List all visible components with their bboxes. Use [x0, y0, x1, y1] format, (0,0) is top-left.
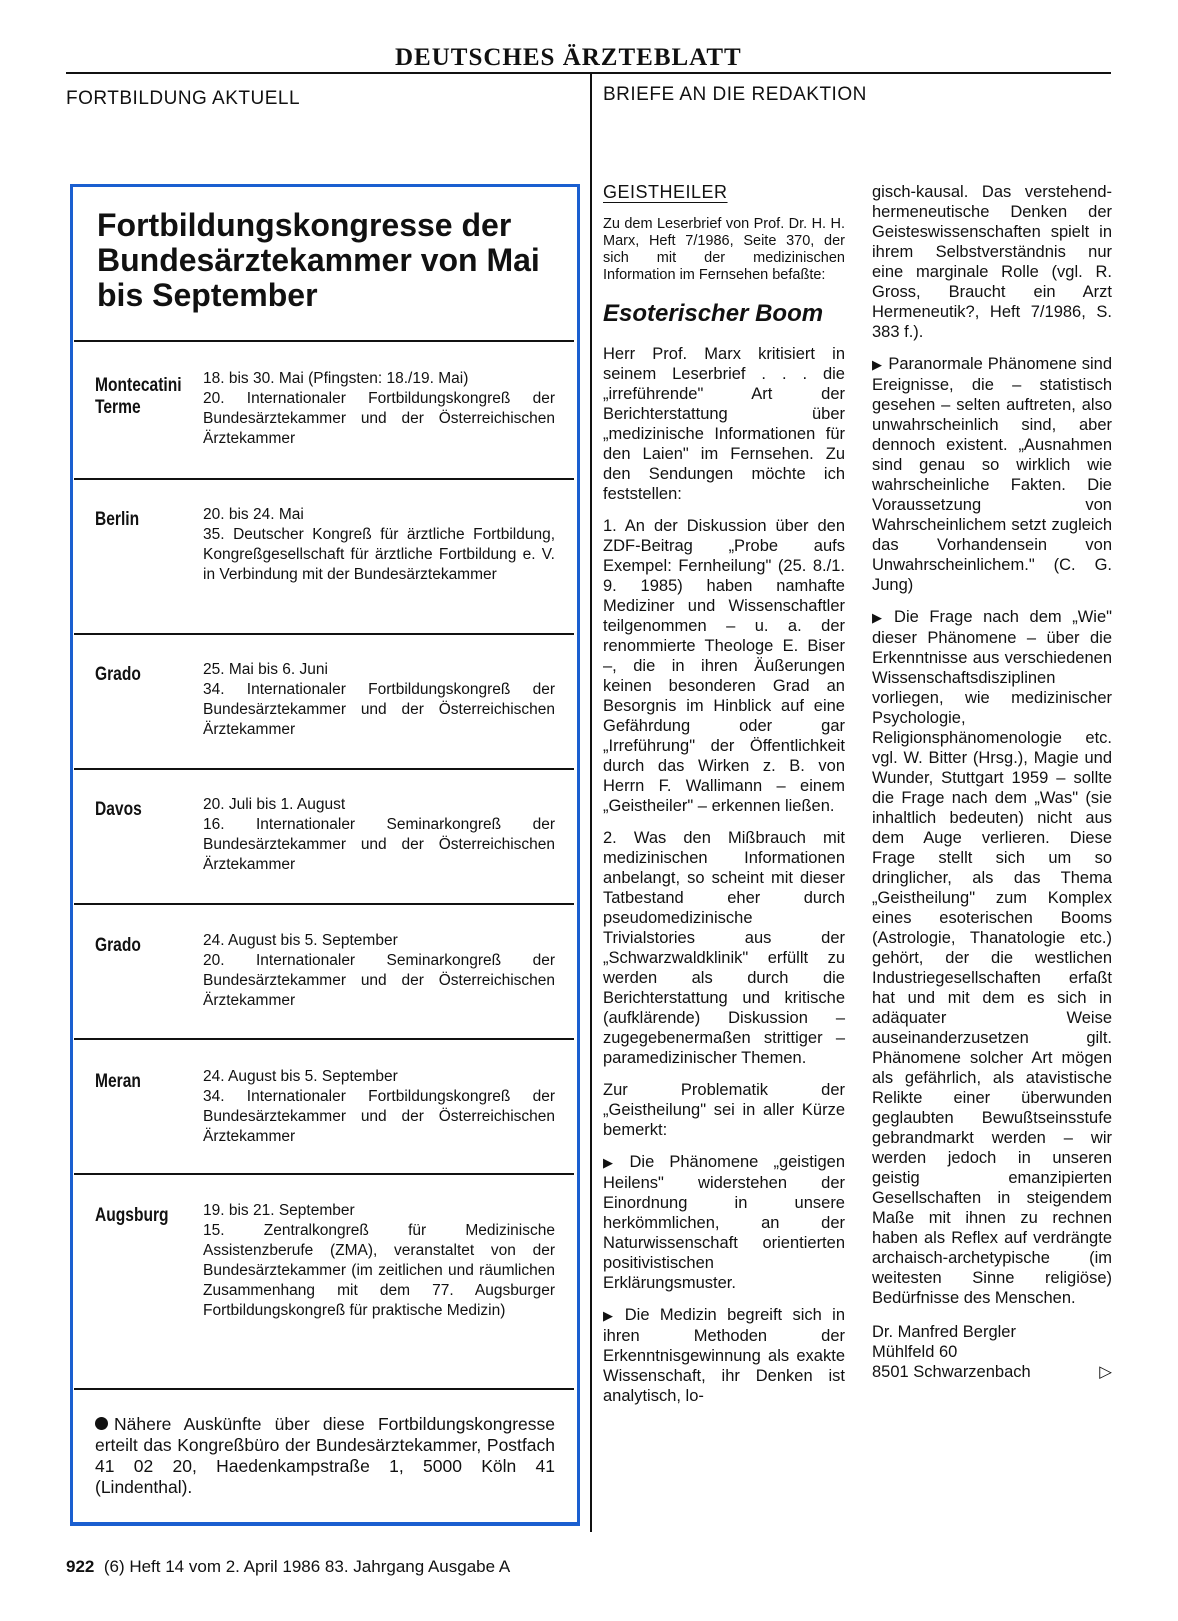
event-place: Augsburg [95, 1205, 169, 1226]
event-text [203, 369, 555, 449]
section-label-left: FORTBILDUNG AKTUELL [66, 88, 301, 109]
box-title: Fortbildungskongresse der Bundesärztekammer von Mai bis September [97, 207, 540, 313]
triangle-bullet-icon: ▶ [603, 1155, 624, 1170]
letter-paragraph: 1. An der Diskussion über den ZDF-Beitrag „Probe aufs Exempel: Fernheilung" (25. 8./1. 9. 1985) haben namhafte Mediziner und Wissenschaftler teilgenommen – u. a. der renommierte Theologe E. Biser –, die in ihren Äußerungen keinen besonderen Grad an Besorgnis im Hinblick auf eine Gefährdung oder gar „Irreführung" der Öffentlichkeit durch das Wirken z. B. von Herrn F. Wallimann – einem „Geistheiler" – erkennen ließen. [603, 517, 845, 815]
event-text [203, 660, 555, 740]
event-date: 18. bis 30. Mai (Pfingsten: 18./19. Mai) [203, 370, 469, 387]
event-text [203, 795, 555, 875]
letter-column-1 [603, 182, 845, 1418]
event-place: Grado [95, 664, 141, 685]
box-divider [74, 1173, 574, 1175]
masthead: DEUTSCHES ÄRZTEBLATT [395, 44, 742, 71]
event-description: 35. Deutscher Kongreß für ärztliche Fortbildung, Kongreßgesellschaft für ärztliche Fortbildung e. V. in Verbindung mit der Bundesärztekammer [203, 526, 555, 583]
column-divider [590, 72, 592, 1532]
paragraph-text: Die Frage nach dem „Wie" dieser Phänomene – über die Erkenntnisse aus verschiedenen Wissenschaftsdisziplinen vorliegen, wie medizinischer Psychologie, Religionsphänomenologie etc. vgl. W. Bitter (Hrsg.), Magie und Wunder, Stuttgart 1959 – sollte die Frage nach dem „Was" (sie inhaltlich bedeuten) nicht aus dem Auge verlieren. Diese Frage stellt sich um so dringlicher, als das Thema „Geistheilung" zum Komplex eines esoterischen Booms (Astrologie, Thanatologie etc.) gehört, der die westlichen Industriegesellschaften erfaßt hat und mit dem es sich in adäquater Weise auseinanderzusetzen gilt. Phänomene solcher Art mögen als gefährlich, als atavistische Relikte einer überwunden geglaubten Bewußtseinsstufe gebrandmarkt werden – wir werden jedoch in unseren geistig emanzipierten Gesellschaften in steigendem Maße mit ihnen zu rechnen haben als Reflex auf verdrängte archaisch-archetypische (im weitesten Sinne religiöse) Bedürfnisse des Menschen. [872, 608, 1112, 1307]
event-text [203, 505, 555, 585]
letter-intro: Zu dem Leserbrief von Prof. Dr. H. H. Marx, Heft 7/1986, Seite 370, der sich mit der medizinischen Information im Fernsehen befaßte: [603, 216, 845, 283]
event-date: 19. bis 21. September [203, 1202, 355, 1219]
event-place: Grado [95, 935, 141, 956]
box-divider [74, 633, 574, 635]
letter-paragraph [603, 1305, 845, 1406]
box-divider [74, 1388, 574, 1390]
event-place: Davos [95, 799, 142, 820]
issue-info: (6) Heft 14 vom 2. April 1986 83. Jahrgang Ausgabe A [103, 1557, 511, 1576]
box-footer-note [95, 1414, 555, 1498]
signature [872, 1322, 1112, 1382]
letter-headline: Esoterischer Boom [603, 300, 824, 327]
signature-city-line [872, 1362, 1112, 1382]
event-place: Berlin [95, 509, 140, 530]
signature-name: Dr. Manfred Bergler [872, 1323, 1016, 1341]
event-description: 34. Internationaler Fortbildungskongreß der Bundesärztekammer und der Österreichischen Ärztekammer [203, 681, 555, 738]
letter-paragraph: Herr Prof. Marx kritisiert in seinem Leserbrief . . . die „irreführende" Art der Berichterstattung über „medizinische Informationen für den Laien" im Fernsehen. Zu den Sendungen möchte ich feststellen: [603, 345, 845, 503]
paragraph-text: Die Phänomene „geistigen Heilens" widerstehen der Einordnung in unsere herkömmlichen, an der Naturwissenschaft orientierten positivistischen Erklärungsmuster. [603, 1153, 845, 1292]
triangle-bullet-icon: ▶ [872, 357, 883, 372]
section-label-right: BRIEFE AN DIE REDAKTION [603, 84, 867, 105]
event-place: Montecatini Terme [95, 375, 182, 418]
event-date: 24. August bis 5. September [203, 932, 398, 949]
box-divider [74, 768, 574, 770]
page-footer [66, 1557, 510, 1577]
event-description: 20. Internationaler Seminarkongreß der Bundesärztekammer und der Österreichischen Ärztekammer [203, 952, 555, 1009]
box-footer-text: Nähere Auskünfte über diese Fortbildungskongresse erteilt das Kongreßbüro der Bundesärztekammer, Postfach 41 02 20, Haedenkampstraße 1, 5000 Köln 41 (Lindenthal). [95, 1414, 555, 1497]
box-divider [74, 478, 574, 480]
paragraph-text: Die Medizin begreift sich in ihren Methoden der Erkenntnisgewinnung als exakte Wissenschaft, ihr Denken ist analytisch, lo- [603, 1306, 845, 1405]
triangle-bullet-icon: ▶ [872, 610, 889, 625]
letter-paragraph [872, 354, 1112, 595]
signature-city: 8501 Schwarzenbach [872, 1363, 1031, 1381]
event-text [203, 1067, 555, 1147]
event-description: 20. Internationaler Fortbildungskongreß der Bundesärztekammer und der Österreichischen Ärztekammer [203, 390, 555, 447]
event-description: 16. Internationaler Seminarkongreß der Bundesärztekammer und der Österreichischen Ärztekammer [203, 816, 555, 873]
event-date: 24. August bis 5. September [203, 1068, 398, 1085]
bullet-icon [95, 1417, 108, 1430]
letter-paragraph [872, 607, 1112, 1308]
signature-street: Mühlfeld 60 [872, 1343, 958, 1361]
page-number: 922 [66, 1557, 95, 1576]
box-divider [74, 340, 574, 342]
letter-paragraph: Zur Problematik der „Geistheilung" sei in aller Kürze bemerkt: [603, 1081, 845, 1139]
event-description: 15. Zentralkongreß für Medizinische Assistenzberufe (ZMA), veranstaltet von der Bundesärztekammer (im zeitlichen und räumlichen Zusammenhang mit dem 77. Augsburger Fortbildungskongreß für praktische Medizin) [203, 1222, 555, 1319]
letter-paragraph: gisch-kausal. Das verstehend-hermeneutische Denken der Geisteswissenschaften spielt in ihrem Selbstverständnis nur eine marginale Rolle (vgl. R. Gross, Braucht ein Arzt Hermeneutik?, Heft 7/1986, S. 383 f.). [872, 183, 1112, 341]
event-date: 20. Juli bis 1. August [203, 796, 346, 813]
event-text [203, 1201, 555, 1321]
event-date: 20. bis 24. Mai [203, 506, 304, 523]
box-divider [74, 903, 574, 905]
continue-arrow-icon: ▷ [1099, 1363, 1112, 1381]
header-rule [66, 72, 1111, 74]
triangle-bullet-icon: ▶ [603, 1308, 619, 1323]
event-place: Meran [95, 1071, 141, 1092]
letter-column-2 [872, 182, 1112, 1382]
box-divider [74, 1038, 574, 1040]
paragraph-text: Paranormale Phänomene sind Ereignisse, die – statistisch gesehen – selten auftreten, also unwahrscheinlich sind, aber dennoch existent. „Ausnahmen sind genau so wirklich wie wahrscheinliche Fakten. Die Voraussetzung von Wahrscheinlichem setzt zugleich das Vorhandensein von Unwahrscheinlichem." (C. G. Jung) [872, 355, 1113, 594]
letter-paragraph: 2. Was den Mißbrauch mit medizinischen Informationen anbelangt, so scheint mit dieser Tatbestand eher durch pseudomedizinische Trivialstories aus der „Schwarzwaldklinik" erfüllt zu werden als durch die Berichterstattung und kritische (aufklärende) Diskussion – zugegebenermaßen strittiger – paramedizinischer Themen. [603, 829, 845, 1067]
event-date: 25. Mai bis 6. Juni [203, 661, 328, 678]
letter-kicker: GEISTHEILER [603, 182, 728, 202]
event-text [203, 931, 555, 1011]
event-description: 34. Internationaler Fortbildungskongreß der Bundesärztekammer und der Österreichischen Ärztekammer [203, 1088, 555, 1145]
letter-paragraph [603, 1152, 845, 1293]
